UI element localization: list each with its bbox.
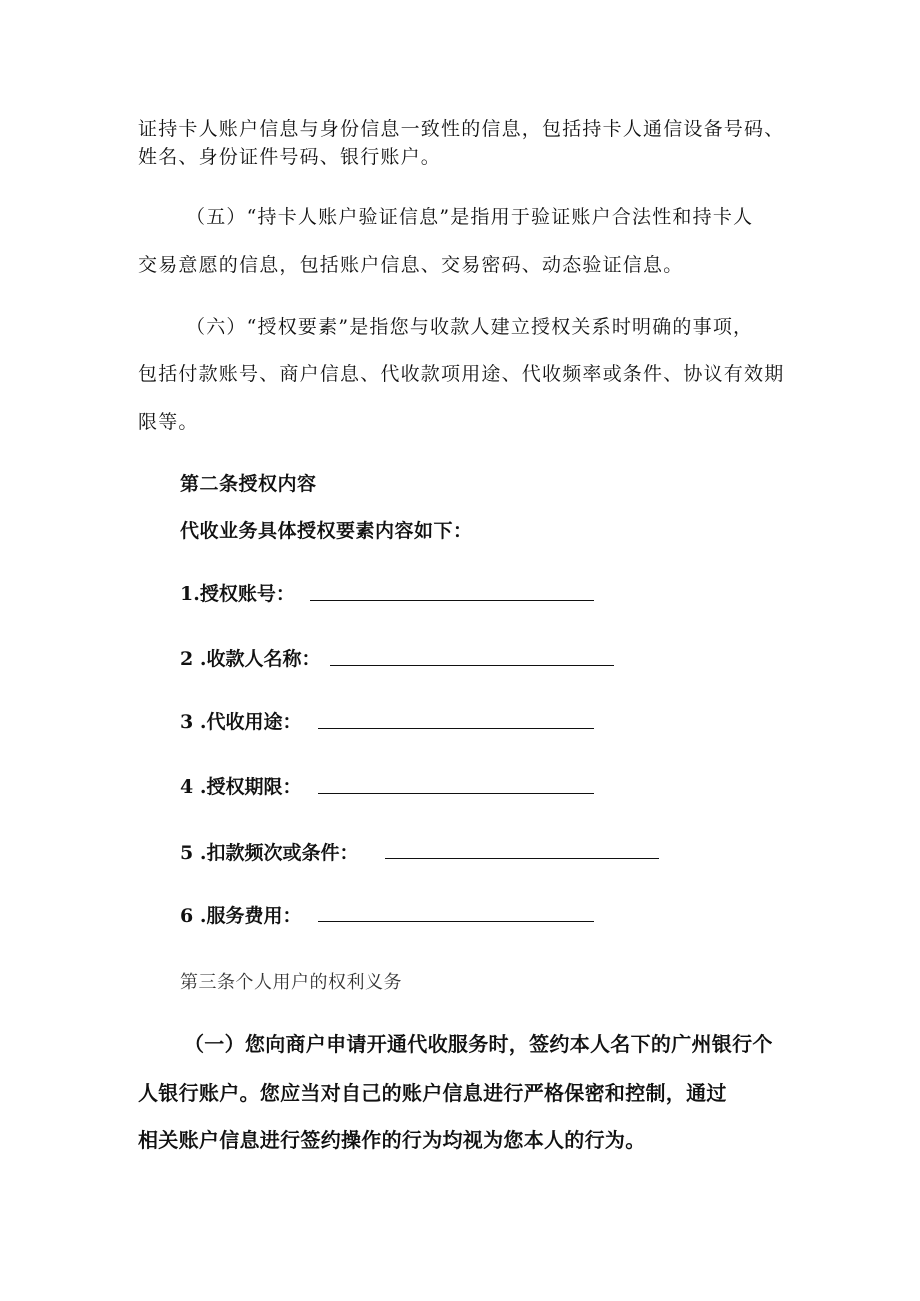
- collection-purpose-input[interactable]: [318, 728, 594, 729]
- paragraph-line: 证持卡人账户信息与身份信息一致性的信息，包括持卡人通信设备号码、: [138, 118, 785, 140]
- field-label: 3 .代收用途：: [180, 711, 302, 733]
- field-payee-name: [180, 647, 320, 671]
- field-authorized-account: [180, 582, 295, 606]
- field-deduction-frequency: [180, 841, 358, 865]
- clause-5-line: （五）“持卡人账户验证信息”是指用于验证账户合法性和持卡人: [186, 206, 754, 228]
- clause-6-line: 限等。: [138, 411, 199, 433]
- field-service-fee: [180, 904, 301, 928]
- deduction-frequency-input[interactable]: [385, 858, 659, 859]
- field-authorization-period: [180, 775, 301, 799]
- field-label: 4 .授权期限：: [180, 776, 302, 798]
- field-collection-purpose: [180, 710, 301, 734]
- field-label: 5 .扣款频次或条件：: [180, 842, 359, 864]
- clause-6-line: （六）“授权要素”是指您与收款人建立授权关系时明确的事项，: [186, 316, 754, 338]
- article-3-clause-1-line: 相关账户信息进行签约操作的行为均视为您本人的行为。: [138, 1128, 646, 1152]
- field-label: 2 .收款人名称：: [180, 648, 321, 670]
- article-3-clause-1-line: （一）您向商户申请开通代收服务时，签约本人名下的广州银行个: [184, 1032, 773, 1056]
- clause-6-line: 包括付款账号、商户信息、代收款项用途、代收频率或条件、协议有效期: [138, 363, 785, 385]
- paragraph-line: 姓名、身份证件号码、银行账户。: [138, 146, 442, 168]
- article-2-title: 第二条授权内容: [180, 473, 317, 495]
- payee-name-input[interactable]: [330, 665, 614, 666]
- field-label: 6 .服务费用：: [180, 905, 302, 927]
- article-2-intro: 代收业务具体授权要素内容如下：: [180, 520, 473, 542]
- service-fee-input[interactable]: [318, 921, 594, 922]
- authorized-account-input[interactable]: [310, 600, 594, 601]
- clause-5-line: 交易意愿的信息，包括账户信息、交易密码、动态验证信息。: [138, 254, 684, 276]
- article-3-title: 第三条个人用户的权利义务: [180, 972, 402, 993]
- authorization-period-input[interactable]: [318, 793, 594, 794]
- field-label: 1.授权账号：: [180, 583, 295, 605]
- article-3-clause-1-line: 人银行账户。您应当对自己的账户信息进行严格保密和控制，通过: [138, 1081, 727, 1105]
